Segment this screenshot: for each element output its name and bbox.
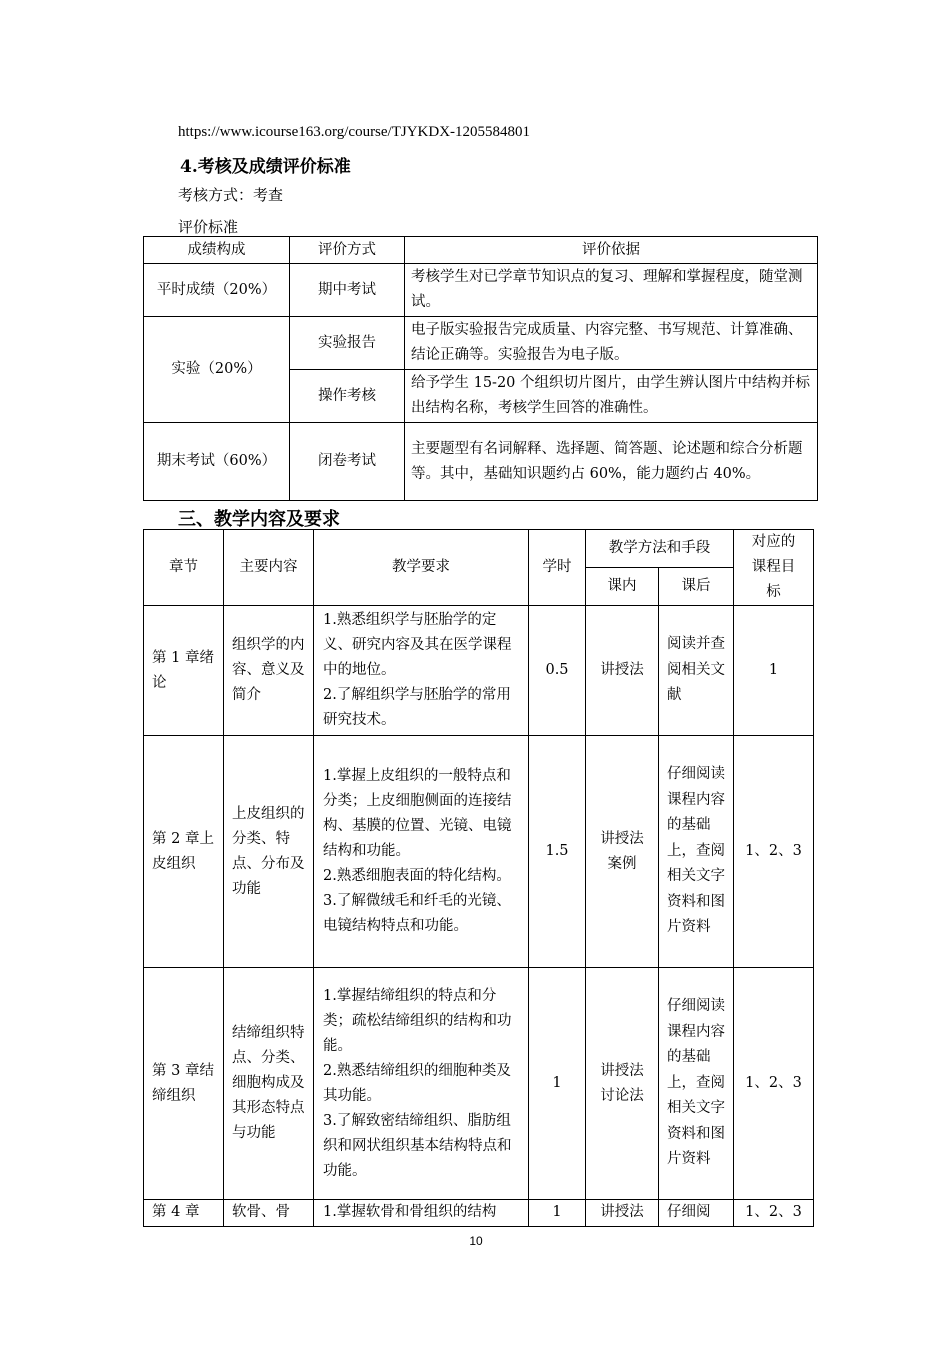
hours-cell: 0.5: [529, 606, 586, 736]
grading-method-cell: 闭卷考试: [290, 423, 405, 501]
objectives-cell: 1、2、3: [734, 1200, 814, 1227]
page-number: 10: [469, 1234, 483, 1248]
requirements-cell: 1.掌握软骨和骨组织的结构: [314, 1200, 529, 1227]
course-url[interactable]: https://www.icourse163.org/course/TJYKDX-1205584801: [178, 124, 531, 140]
content-row: [144, 736, 814, 968]
content-row: [144, 606, 814, 736]
grading-basis-cell: 考核学生对已学章节知识点的复习、理解和掌握程度，随堂测试。: [405, 264, 818, 317]
header-methods: 教学方法和手段: [586, 530, 734, 568]
in-class-cell: 讲授法: [586, 1200, 659, 1227]
grading-row: [144, 317, 818, 370]
teaching-content-table: [143, 529, 814, 1227]
content-row: [144, 1200, 814, 1227]
objectives-cell: 1、2、3: [734, 736, 814, 968]
main-content-cell: 上皮组织的分类、特点、分布及功能: [224, 736, 314, 968]
grading-header-cell: 评价依据: [405, 237, 818, 264]
hours-cell: 1.5: [529, 736, 586, 968]
section-3-title: 三、教学内容及要求: [178, 509, 340, 530]
grading-header-row: [144, 237, 818, 264]
after-class-cell: 仔细阅读课程内容的基础上，查阅相关文字资料和图片资料: [659, 968, 734, 1200]
content-row: [144, 968, 814, 1200]
hours-cell: 1: [529, 1200, 586, 1227]
grading-header-cell: 成绩构成: [144, 237, 290, 264]
exam-method-text: 考核方式：考查: [178, 186, 284, 204]
evaluation-standard-label: 评价标准: [178, 218, 239, 236]
main-content-cell: 结缔组织特点、分类、细胞构成及其形态特点与功能: [224, 968, 314, 1200]
grading-table: [143, 236, 818, 501]
content-header-row: [144, 530, 814, 568]
grading-row: [144, 423, 818, 501]
after-class-cell: 仔细阅读课程内容的基础上，查阅相关文字资料和图片资料: [659, 736, 734, 968]
after-class-cell: 仔细阅: [659, 1200, 734, 1227]
header-chapter: 章节: [144, 530, 224, 606]
grading-method-cell: 操作考核: [290, 370, 405, 423]
grading-method-cell: 实验报告: [290, 317, 405, 370]
requirements-cell: 1.掌握上皮组织的一般特点和分类；上皮细胞侧面的连接结构、基膜的位置、光镜、电镜结构和功能。 2.熟悉细胞表面的特化结构。 3.了解微绒毛和纤毛的光镜、电镜结构特点和功能。: [314, 736, 529, 968]
chapter-cell: 第 3 章结缔组织: [144, 968, 224, 1200]
in-class-cell: 讲授法讨论法: [586, 968, 659, 1200]
main-content-cell: 组织学的内容、意义及简介: [224, 606, 314, 736]
objectives-cell: 1: [734, 606, 814, 736]
requirements-cell: 1.掌握结缔组织的特点和分类；疏松结缔组织的结构和功能。 2.熟悉结缔组织的细胞种类及其功能。 3.了解致密结缔组织、脂肪组织和网状组织基本结构特点和功能。: [314, 968, 529, 1200]
after-class-cell: 阅读并查阅相关文献: [659, 606, 734, 736]
header-requirements: 教学要求: [314, 530, 529, 606]
chapter-cell: 第 4 章: [144, 1200, 224, 1227]
grading-basis-cell: 给予学生 15-20 个组织切片图片，由学生辨认图片中结构并标出结构名称，考核学生回答的准确性。: [405, 370, 818, 423]
grading-basis-cell: 主要题型有名词解释、选择题、简答题、论述题和综合分析题等。其中，基础知识题约占 60%，能力题约占 40%。: [405, 423, 818, 501]
hours-cell: 1: [529, 968, 586, 1200]
grading-header-cell: 评价方式: [290, 237, 405, 264]
in-class-cell: 讲授法: [586, 606, 659, 736]
grading-component-cell: 期末考试（60%）: [144, 423, 290, 501]
grading-component-cell: 平时成绩（20%）: [144, 264, 290, 317]
main-content-cell: 软骨、骨: [224, 1200, 314, 1227]
grading-basis-cell: 电子版实验报告完成质量、内容完整、书写规范、计算准确、结论正确等。实验报告为电子版。: [405, 317, 818, 370]
chapter-cell: 第 2 章上皮组织: [144, 736, 224, 968]
section-4-title: 4.考核及成绩评价标准: [180, 157, 351, 177]
header-main-content: 主要内容: [224, 530, 314, 606]
header-hours: 学时: [529, 530, 586, 606]
in-class-cell: 讲授法案例: [586, 736, 659, 968]
objectives-cell: 1、2、3: [734, 968, 814, 1200]
grading-method-cell: 期中考试: [290, 264, 405, 317]
header-objectives: 对应的课程目标: [734, 530, 814, 606]
chapter-cell: 第 1 章绪论: [144, 606, 224, 736]
header-after-class: 课后: [659, 568, 734, 606]
grading-component-cell: 实验（20%）: [144, 317, 290, 423]
requirements-cell: 1.熟悉组织学与胚胎学的定义、研究内容及其在医学课程中的地位。 2.了解组织学与胚胎学的常用研究技术。: [314, 606, 529, 736]
header-in-class: 课内: [586, 568, 659, 606]
grading-row: [144, 264, 818, 317]
